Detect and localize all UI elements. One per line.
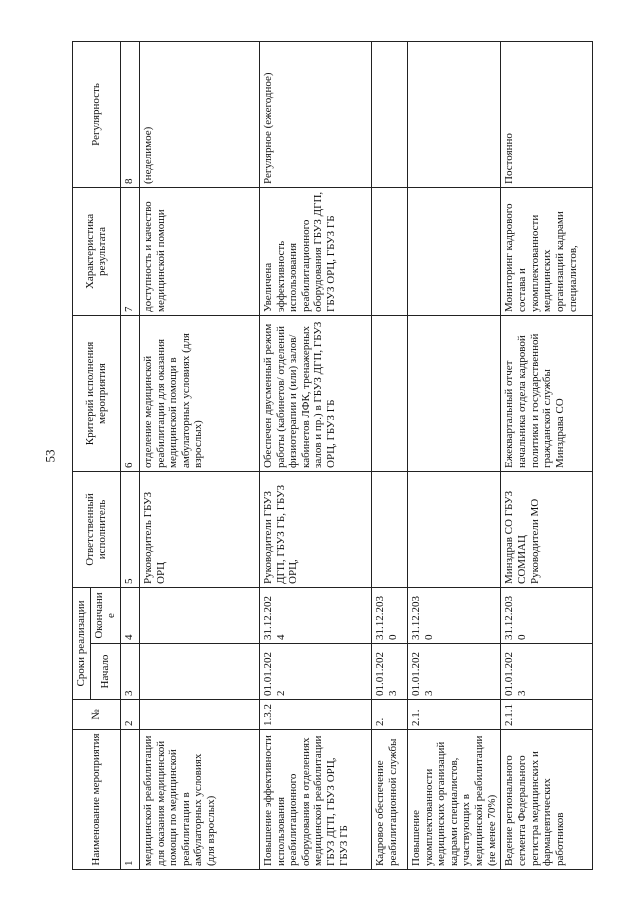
cell-end: 31.12.2030 <box>501 587 593 643</box>
cell-regularity: (неделимое) <box>139 41 259 187</box>
cell-regularity <box>407 41 500 187</box>
table-row <box>501 41 593 869</box>
cell-criterion <box>371 315 407 471</box>
page-number: 53 <box>42 449 58 463</box>
cell-name: Повышение эффективности использования реабилитационного оборудования в отделениях медицинской реабилитации ГБУЗ ДГП, ГБУЗ ОРЦ, ГБУЗ ГБ <box>259 730 371 870</box>
col-number: 1 <box>120 730 139 870</box>
table-row <box>259 41 371 869</box>
header-row <box>73 41 91 869</box>
header-end: Окончание <box>90 587 120 643</box>
col-number: 7 <box>120 187 139 315</box>
cell-name: медицинской реабилитации для оказания медицинской помощи по медицинской реабилитации в амбулаторных условиях (для взрослых) <box>139 730 259 870</box>
header-result: Характеристика результата <box>73 187 121 315</box>
cell-criterion <box>407 315 500 471</box>
header-period: Сроки реализации <box>73 587 91 699</box>
cell-start <box>139 644 259 700</box>
col-number: 6 <box>120 315 139 471</box>
cell-end <box>139 587 259 643</box>
cell-end: 31.12.2024 <box>259 587 371 643</box>
cell-start: 01.01.2023 <box>371 644 407 700</box>
cell-end: 31.12.2030 <box>371 587 407 643</box>
cell-start: 01.01.2022 <box>259 644 371 700</box>
header-num: № <box>73 700 121 730</box>
cell-num: 2.1. <box>407 700 500 730</box>
rotated-table-wrapper <box>72 42 612 870</box>
cell-result: Увеличена эффективность использования реабилитационного оборудования ГБУЗ ДГП, ГБУЗ ОРЦ, ГБУЗ ГБ <box>259 187 371 315</box>
header-executor: Ответственный исполнитель <box>73 471 121 587</box>
col-number: 8 <box>120 41 139 187</box>
cell-num <box>139 700 259 730</box>
cell-result <box>371 187 407 315</box>
cell-executor: Руководитель ГБУЗ ОРЦ <box>139 471 259 587</box>
column-number-row <box>120 41 139 869</box>
cell-executor <box>371 471 407 587</box>
header-name: Наименование мероприятия <box>73 730 121 870</box>
cell-executor <box>407 471 500 587</box>
cell-regularity: Регулярное (ежегодное) <box>259 41 371 187</box>
cell-criterion: отделение медицинской реабилитации для оказания медицинской помощи в амбулаторных условиях (для взрослых) <box>139 315 259 471</box>
cell-result <box>407 187 500 315</box>
cell-result: доступность и качество медицинской помощи <box>139 187 259 315</box>
cell-name: Повышение укомплектованности медицинских организаций кадрами специалистов, участвующих в медицинской реабилитации (не менее 70%) <box>407 730 500 870</box>
measures-table <box>72 41 593 870</box>
col-number: 5 <box>120 471 139 587</box>
col-number: 4 <box>120 587 139 643</box>
cell-start: 01.01.2023 <box>501 644 593 700</box>
cell-end: 31.12.2030 <box>407 587 500 643</box>
header-criterion: Критерий исполнения мероприятия <box>73 315 121 471</box>
cell-num: 2.1.1 <box>501 700 593 730</box>
cell-executor: Руководители ГБУЗ ДГП, ГБУЗ ГБ, ГБУЗ ОРЦ, <box>259 471 371 587</box>
cell-result: Мониторинг кадрового состава и укомплектованности медицинских организаций кадрами специалистов, <box>501 187 593 315</box>
cell-regularity: Постоянно <box>501 41 593 187</box>
cell-executor: Минздрав СО ГБУЗ СОМИАЦ Руководители МО <box>501 471 593 587</box>
cell-num: 1.3.2 <box>259 700 371 730</box>
header-start: Начало <box>90 644 120 700</box>
cell-criterion: Обеспечен двусменный режим работы (кабинетов/ отделений физиотерапии и (или) залов/ кабинетов ЛФК, тренажерных залов и пр.) в ГБУЗ ДГП, ГБУЗ ОРЦ, ГБУЗ ГБ <box>259 315 371 471</box>
table-row <box>139 41 259 869</box>
header-regularity: Регулярность <box>73 41 121 187</box>
cell-criterion: Ежеквартальный отчет начальника отдела кадровой политики и государственной гражданской службы Минздрава СО <box>501 315 593 471</box>
cell-name: Ведение регионального сегмента Федерального регистра медицинских и фармацевтических работников <box>501 730 593 870</box>
table-row <box>407 41 500 869</box>
table-row <box>371 41 407 869</box>
cell-start: 01.01.2023 <box>407 644 500 700</box>
col-number: 2 <box>120 700 139 730</box>
cell-regularity <box>371 41 407 187</box>
cell-num: 2. <box>371 700 407 730</box>
cell-name: Кадровое обеспечение реабилитационной службы <box>371 730 407 870</box>
col-number: 3 <box>120 644 139 700</box>
